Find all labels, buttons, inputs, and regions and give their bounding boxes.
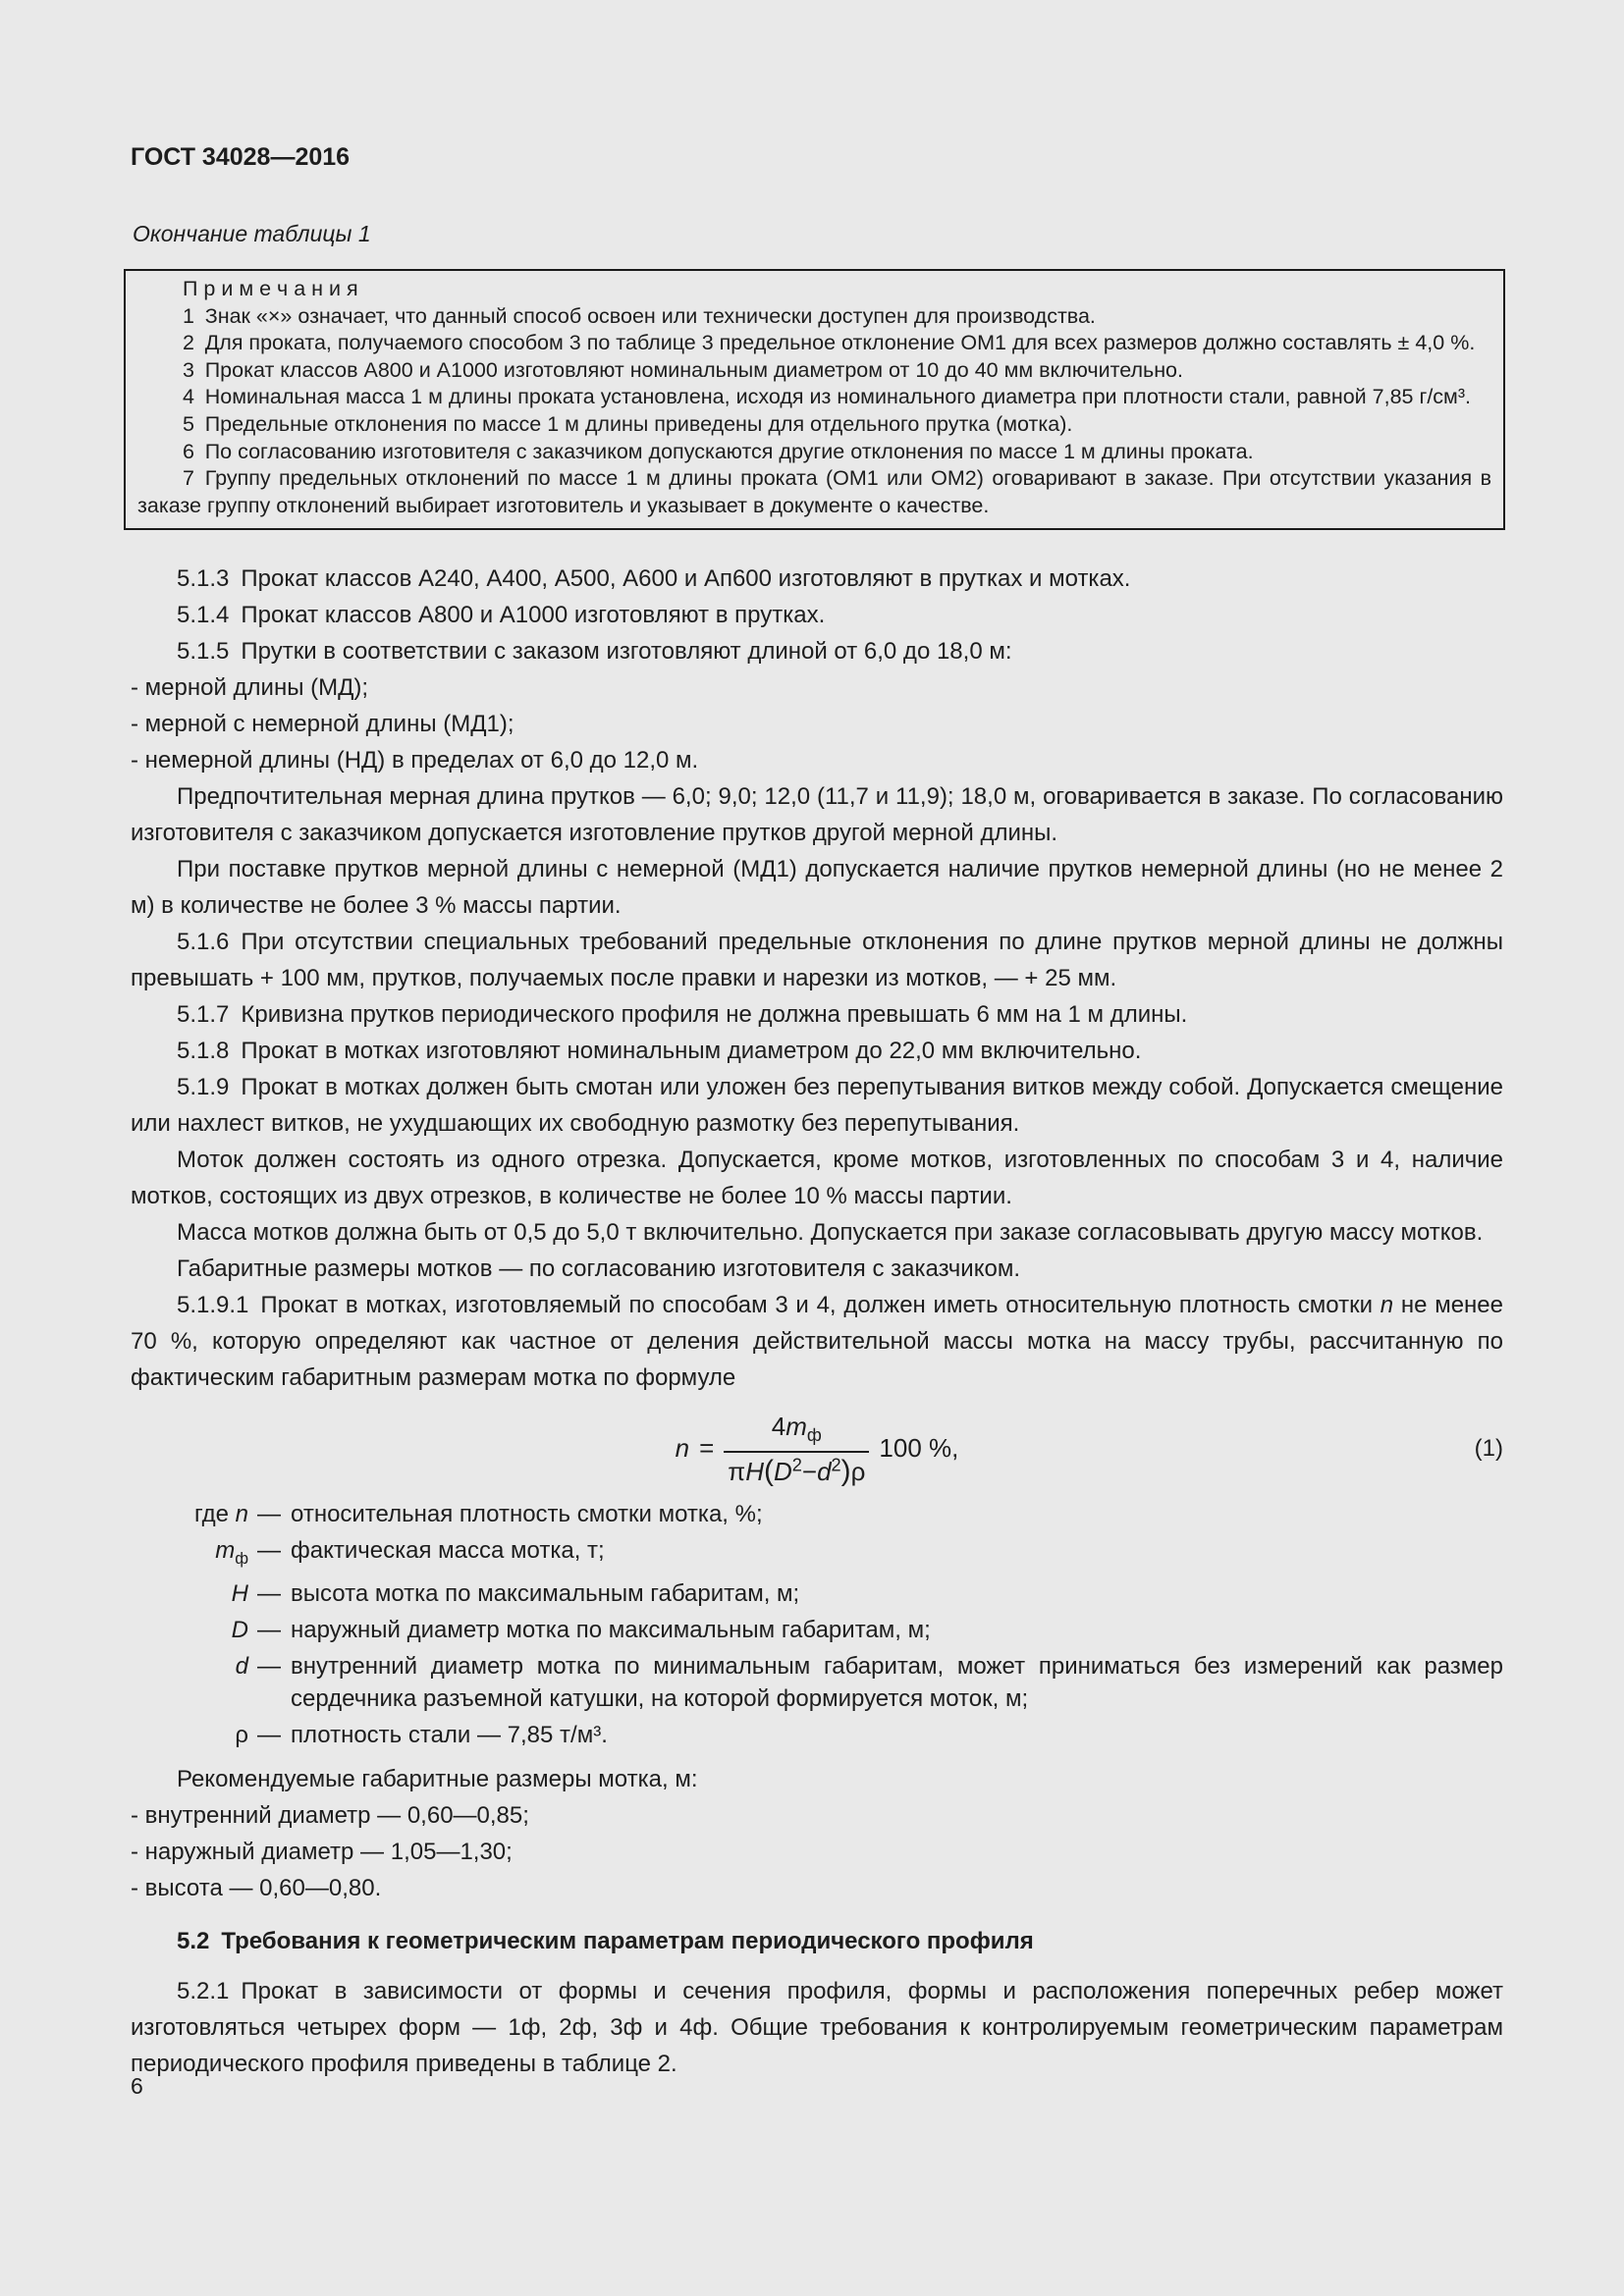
paragraph-5-1-7: 5.1.7 Кривизна прутков периодического профиля не должна превышать 6 мм на 1 м длины. (177, 1001, 1188, 1029)
note-item-1: 1 Знак «×» означает, что данный способ освоен или технически доступен для производства. (183, 303, 1096, 328)
sup-2-D: 2 (791, 1454, 802, 1474)
definition-mf-text: фактическая масса мотка, т; (291, 1536, 605, 1564)
paragraph-5-1-9-1 (131, 1287, 1503, 1396)
paragraph-5-1-5: 5.1.5 Прутки в соответствии с заказом изготовляют длиной от 6,0 до 18,0 м: (177, 638, 1012, 666)
formula-var-n: n (675, 1433, 690, 1464)
coef-4: 4 (771, 1412, 786, 1442)
definition-rho (131, 1719, 1503, 1751)
term-D: D (231, 1617, 248, 1644)
dash: — (257, 1536, 281, 1564)
paragraph-5-1-3: 5.1.3 Прокат классов А240, А400, А500, А600 и Ап600 изготовляют в прутках и мотках. (177, 565, 1131, 593)
formula-multiplier: 100 %, (879, 1433, 959, 1464)
paragraph-coil-one-piece: Моток должен состоять из одного отрезка. Допускается, кроме мотков, изготовленных по способам 3 и 4, наличие мотков, состоящих из двух отрезков, в количестве не более 10 % массы партии. (131, 1147, 1503, 1210)
paragraph-coil-dimensions: Габаритные размеры мотков — по согласованию изготовителя с заказчиком. (177, 1255, 1020, 1283)
dash: — (257, 1653, 281, 1681)
table-caption: Окончание таблицы 1 (133, 221, 371, 246)
list-item-md1: - мерной с немерной длины (МД1); (131, 711, 514, 738)
note-item-3: 3 Прокат классов А800 и А1000 изготовляют номинальным диаметром от 10 до 40 мм включительно. (183, 357, 1183, 382)
dash: — (257, 1617, 281, 1644)
definition-rho-text: плотность стали — 7,85 т/м³. (291, 1722, 608, 1749)
paragraph-5-1-8: 5.1.8 Прокат в мотках изготовляют номинальным диаметром до 22,0 мм включительно. (177, 1038, 1142, 1065)
rho-symbol: ρ (850, 1456, 866, 1486)
definition-H-text: высота мотка по максимальным габаритам, м; (291, 1580, 800, 1608)
inner-diameter-item: - внутренний диаметр — 0,60—0,85; (131, 1802, 529, 1830)
paren-close: ) (840, 1454, 851, 1487)
list-item-nd: - немерной длины (НД) в пределах от 6,0 до 12,0 м. (131, 747, 699, 774)
symbol-definitions (131, 1498, 1503, 1752)
var-d: d (817, 1456, 832, 1486)
definition-d-text: внутренний диаметр мотка по минимальным габаритам, может приниматься без измерений как размер сердечника разъемной катушки, на которой формируется моток, м; (291, 1653, 1503, 1713)
pi-symbol: π (728, 1456, 746, 1486)
section-heading-5-2: 5.2 Требования к геометрическим параметрам периодического профиля (177, 1928, 1034, 1955)
where-label: где (193, 1500, 229, 1527)
definition-mf-term (131, 1534, 248, 1575)
section-5-1-body (131, 561, 1503, 1396)
note-item-2: 2 Для проката, получаемого способом 3 по таблице 3 предельное отклонение ОМ1 для всех размеров должно составлять ± 4,0 %. (183, 331, 1476, 355)
paragraph-5-1-9: 5.1.9 Прокат в мотках должен быть смотан или уложен без перепутывания витков между собой. Допускается смещение или нахлест витков, не ухудшающих их свободную размотку без перепутывания. (131, 1074, 1503, 1138)
equation-number: (1) (1474, 1434, 1503, 1462)
definition-n-term (131, 1498, 248, 1530)
note-item-6: 6 По согласованию изготовителя с заказчиком допускаются другие отклонения по массе 1 м длины проката. (183, 439, 1254, 463)
page-content (131, 143, 1503, 2082)
formula-denominator (724, 1453, 869, 1488)
term-n: n (235, 1500, 248, 1527)
page-number: 6 (131, 2073, 143, 2099)
recommended-sizes-title: Рекомендуемые габаритные размеры мотка, м: (177, 1766, 698, 1793)
formula-equals: = (699, 1433, 715, 1464)
list-item-md: - мерной длины (МД); (131, 674, 369, 702)
var-D: D (773, 1456, 792, 1486)
paragraph-5-1-4: 5.1.4 Прокат классов А800 и А1000 изготовляют в прутках. (177, 602, 826, 629)
definition-D (131, 1614, 1503, 1646)
formula-1 (131, 1410, 1503, 1487)
formula-expression (676, 1410, 959, 1487)
note-item-4: 4 Номинальная масса 1 м длины проката установлена, исходя из номинального диаметра при плотности стали, равной 7,85 г/см³. (183, 385, 1471, 409)
var-m: m (785, 1412, 807, 1442)
paren-open: ( (764, 1454, 774, 1487)
term-H: H (231, 1580, 248, 1608)
definition-D-text: наружный диаметр мотка по максимальным габаритам, м; (291, 1617, 931, 1644)
var-H: H (745, 1456, 764, 1486)
dash: — (257, 1580, 281, 1608)
notes-title: П р и м е ч а н и я (183, 277, 358, 300)
var-n-inline: n (1380, 1292, 1394, 1319)
paragraph-coil-mass: Масса мотков должна быть от 0,5 до 5,0 т включительно. Допускается при заказе согласовывать другую массу мотков. (177, 1219, 1484, 1247)
definition-n (131, 1498, 1503, 1530)
paragraph-5-2-1: 5.2.1 Прокат в зависимости от формы и сечения профиля, формы и расположения поперечных ребер может изготовляться четырех форм — 1ф, 2ф, 3ф и 4ф. Общие требования к контролируемым геометрическим параметрам периодического профиля приведены в таблице 2. (131, 1978, 1503, 2078)
dash: — (257, 1500, 281, 1527)
term-m-sub: ф (235, 1548, 248, 1568)
definition-n-text: относительная плотность смотки мотка, %; (291, 1500, 763, 1527)
notes-box (124, 269, 1505, 530)
note-item-5: 5 Предельные отклонения по массе 1 м длины приведены для отдельного прутка (мотка). (183, 411, 1073, 436)
paragraph-5-1-9-1-after: не менее 70 %, которую определяют как частное от деления действительной массы мотка на массу трубы, рассчитанную по фактическим габаритным размерам мотка по формуле (131, 1292, 1503, 1392)
term-rho: ρ (235, 1722, 248, 1749)
document-title: ГОСТ 34028—2016 (131, 143, 351, 171)
sup-2-d: 2 (831, 1454, 841, 1474)
term-d: d (235, 1653, 248, 1681)
height-item: - высота — 0,60—0,80. (131, 1875, 382, 1902)
paragraph-5-1-9-1-before: 5.1.9.1 Прокат в мотках, изготовляемый по способам 3 и 4, должен иметь относительную плотность смотки (177, 1292, 1380, 1319)
definition-mf (131, 1534, 1503, 1575)
paragraph-5-1-6: 5.1.6 При отсутствии специальных требований предельные отклонения по длине прутков мерной длины не должны превышать + 100 мм, прутков, получаемых после правки и нарезки из мотков, — + 25 мм. (131, 929, 1503, 992)
term-m: m (215, 1536, 236, 1564)
dash: — (257, 1722, 281, 1749)
formula-numerator (724, 1410, 869, 1452)
formula-fraction (724, 1410, 869, 1487)
minus-sign: − (801, 1456, 818, 1486)
sub-f: ф (806, 1425, 822, 1446)
definition-d (131, 1650, 1503, 1715)
recommended-sizes (131, 1761, 1503, 1906)
paragraph-preferred-length: Предпочтительная мерная длина прутков — 6,0; 9,0; 12,0 (11,7 и 11,9); 18,0 м, оговаривается в заказе. По согласованию изготовителя с заказчиком допускается изготовление прутков другой мерной длины. (131, 783, 1503, 847)
outer-diameter-item: - наружный диаметр — 1,05—1,30; (131, 1839, 513, 1866)
note-item-7: 7 Группу предельных отклонений по массе 1 м длины проката (ОМ1 или ОМ2) оговаривают в заказе. При отсутствии указания в заказе группу отклонений выбирает изготовитель и указывает в документе о качестве. (137, 466, 1491, 517)
definition-H (131, 1577, 1503, 1610)
paragraph-md1-delivery: При поставке прутков мерной длины с немерной (МД1) допускается наличие прутков немерной длины (но не менее 2 м) в количестве не более 3 % массы партии. (131, 856, 1503, 920)
